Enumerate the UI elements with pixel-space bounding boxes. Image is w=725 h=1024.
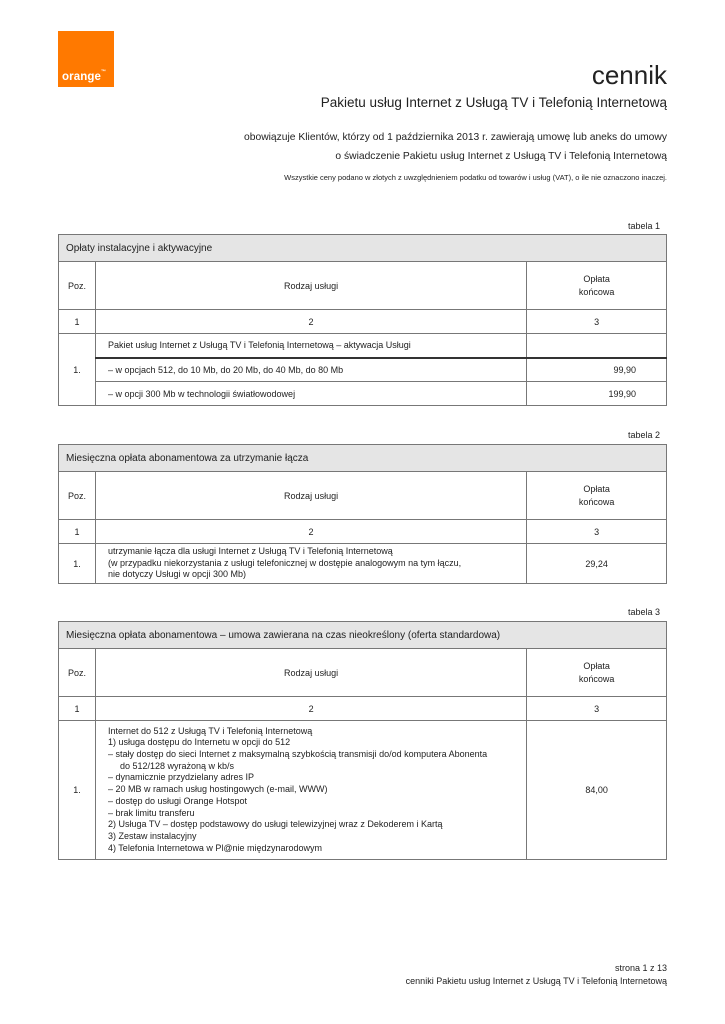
col-header-fee: Opłata końcowa <box>527 649 667 697</box>
col-header-poz: Poz. <box>59 472 96 520</box>
service-line: 4) Telefonia Internetowa w Pl@nie międzynarodowym <box>107 842 323 853</box>
row-position: 1. <box>59 544 96 584</box>
service-line: – 20 MB w ramach usług hostingowych (e-mail, WWW) <box>107 784 328 795</box>
service-line: (w przypadku niekorzystania z usługi telefonicznej w dostępie analogowym na tym łączu, <box>107 557 462 568</box>
intro-line-2: o świadczenie Pakietu usług Internet z Usługą TV i Telefonią Internetową <box>335 151 667 162</box>
service-description <box>95 721 526 860</box>
table-3-title: Miesięczna opłata abonamentowa – umowa zawierana na czas nieokreślony (oferta standardowa) <box>59 622 667 649</box>
col-number-3: 3 <box>527 520 667 544</box>
col-number-1: 1 <box>59 697 96 721</box>
col-header-service: Rodzaj usługi <box>95 472 526 520</box>
service-line: Internet do 512 z Usługą TV i Telefonią Internetową <box>107 725 313 736</box>
page-subtitle: Pakietu usług Internet z Usługą TV i Telefonią Internetową <box>320 95 667 110</box>
fee-value: 84,00 <box>527 721 667 860</box>
logo-text: orange ™ <box>62 69 106 83</box>
row-position: 1. <box>59 334 96 406</box>
service-line: – dynamicznie przydzielany adres IP <box>107 772 255 783</box>
col-number-2: 2 <box>95 310 526 334</box>
table-1 <box>58 234 667 406</box>
service-line: – brak limitu transferu <box>107 807 195 818</box>
col-header-fee: Opłata końcowa <box>527 472 667 520</box>
service-line: 1) usługa dostępu do Internetu w opcji do 512 <box>107 737 291 748</box>
table-2-label: tabela 2 <box>627 430 660 440</box>
intro-line-1: obowiązuje Klientów, którzy od 1 października 2013 r. zawierają umowę lub aneks do umowy <box>244 132 667 143</box>
col-number-3: 3 <box>527 310 667 334</box>
col-number-1: 1 <box>59 310 96 334</box>
fee-value: 99,90 <box>527 358 667 382</box>
service-line: 2) Usługa TV – dostęp podstawowy do usługi telewizyjnej wraz z Dekoderem i Kartą <box>107 819 443 830</box>
orange-logo <box>58 31 114 87</box>
trademark-sign: ™ <box>100 69 106 75</box>
service-line: utrzymanie łącza dla usługi Internet z Usługą TV i Telefonią Internetową <box>107 545 393 556</box>
service-intro: Pakiet usług Internet z Usługą TV i Telefonią Internetową – aktywacja Usługi <box>95 334 526 358</box>
table-1-title: Opłaty instalacyjne i aktywacyjne <box>59 235 667 262</box>
service-line: do 512/128 wyrażoną w kb/s <box>119 760 235 771</box>
document-footer: cenniki Pakietu usług Internet z Usługą TV i Telefonią Internetową <box>405 976 667 986</box>
fee-empty <box>527 334 667 358</box>
col-number-1: 1 <box>59 520 96 544</box>
table-2 <box>58 444 667 584</box>
service-line: – stały dostęp do sieci Internet z maksymalną szybkością transmisji do/od komputera Abonenta <box>107 749 488 760</box>
table-2-title: Miesięczna opłata abonamentowa za utrzymanie łącza <box>59 445 667 472</box>
fee-value: 199,90 <box>527 382 667 406</box>
service-description <box>95 544 526 584</box>
service-option: – w opcji 300 Mb w technologii światłowodowej <box>95 382 526 406</box>
col-number-3: 3 <box>527 697 667 721</box>
col-header-poz: Poz. <box>59 262 96 310</box>
page-title: cennik <box>591 60 667 90</box>
vat-note: Wszystkie ceny podano w złotych z uwzględnieniem podatku od towarów i usług (VAT), o ile nie oznaczono inaczej. <box>284 173 667 182</box>
col-header-service: Rodzaj usługi <box>95 649 526 697</box>
col-header-poz: Poz. <box>59 649 96 697</box>
col-header-service: Rodzaj usługi <box>95 262 526 310</box>
col-number-2: 2 <box>95 520 526 544</box>
row-position: 1. <box>59 721 96 860</box>
col-header-fee: Opłata końcowa <box>527 262 667 310</box>
service-line: – dostęp do usługi Orange Hotspot <box>107 795 248 806</box>
table-3 <box>58 621 667 860</box>
service-option: – w opcjach 512, do 10 Mb, do 20 Mb, do 40 Mb, do 80 Mb <box>95 358 526 382</box>
table-1-label: tabela 1 <box>627 221 660 231</box>
col-number-2: 2 <box>95 697 526 721</box>
service-line: 3) Zestaw instalacyjny <box>107 830 197 841</box>
page-number: strona 1 z 13 <box>614 963 667 973</box>
service-line: nie dotyczy Usługi w opcji 300 Mb) <box>107 569 247 580</box>
fee-value: 29,24 <box>527 544 667 584</box>
table-3-label: tabela 3 <box>627 607 660 617</box>
